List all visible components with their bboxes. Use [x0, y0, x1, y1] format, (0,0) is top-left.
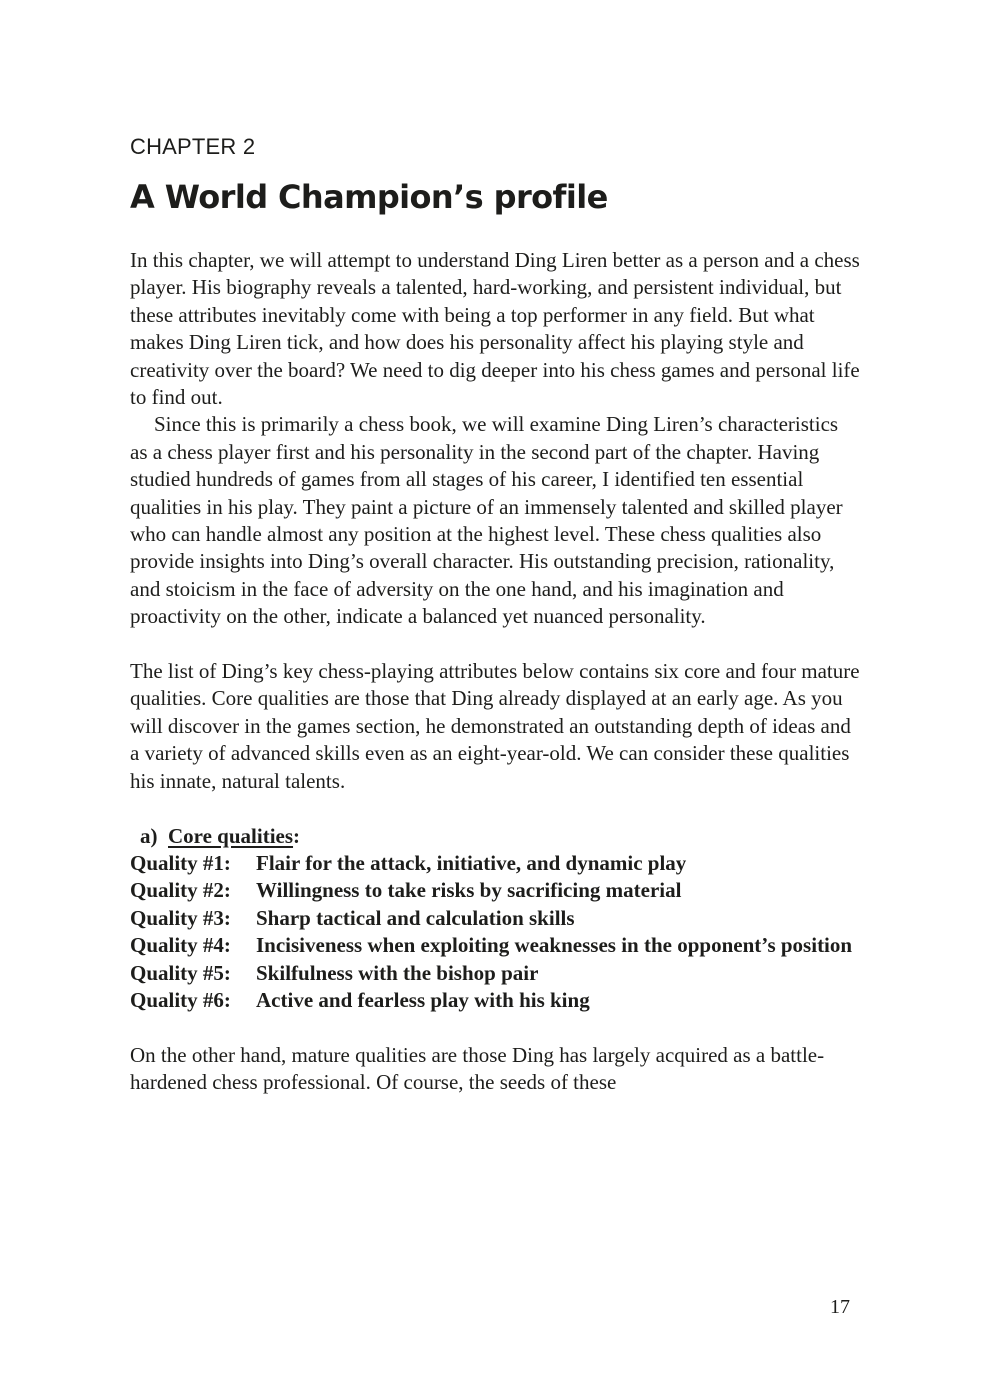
quality-item — [130, 850, 860, 877]
quality-number: Quality #5: — [130, 960, 231, 985]
quality-number: Quality #1: — [130, 850, 231, 875]
page-number: 17 — [830, 1296, 850, 1318]
quality-item — [130, 960, 860, 987]
quality-item — [130, 905, 860, 932]
book-page — [130, 0, 860, 1383]
quality-item — [130, 877, 860, 904]
paragraph-mature-qualities: On the other hand, mature qualities are those Ding has largely acquired as a battle-hardened chess professional. Of course, the seeds of these — [130, 1042, 825, 1095]
core-qualities-title: Core qualities — [168, 823, 294, 848]
quality-text: Flair for the attack, initiative, and dynamic play — [256, 850, 687, 875]
paragraph-spacer — [130, 631, 860, 658]
quality-item — [130, 987, 860, 1014]
paragraph-spacer — [130, 795, 860, 822]
paragraph-attributes-list: The list of Ding’s key chess-playing attributes below contains six core and four mature qualities. Core qualities are those that Ding already displayed at an early age. As you will discover in the games section, he demonstrated an outstanding depth of ideas and a variety of advanced skills even as an eight-year-old. We can consider these qualities his innate, natural talents. — [130, 659, 860, 793]
core-qualities-list — [130, 850, 860, 1014]
chapter-label: CHAPTER 2 — [130, 134, 256, 159]
quality-text: Willingness to take risks by sacrificing material — [256, 878, 682, 903]
chapter-title: A World Champion’s profile — [130, 178, 608, 216]
quality-item — [130, 932, 860, 959]
quality-text: Skilfulness with the bishop pair — [256, 960, 539, 985]
quality-text: Active and fearless play with his king — [256, 987, 590, 1012]
core-qualities-colon: : — [293, 823, 301, 848]
quality-number: Quality #2: — [130, 878, 231, 903]
quality-number: Quality #3: — [130, 905, 231, 930]
core-qualities-heading — [130, 823, 860, 850]
quality-number: Quality #4: — [130, 933, 231, 958]
body-text — [130, 247, 860, 1097]
quality-text: Sharp tactical and calculation skills — [256, 905, 575, 930]
core-qualities-marker: a) — [140, 823, 158, 848]
paragraph-spacer — [130, 1014, 860, 1041]
quality-text: Incisiveness when exploiting weaknesses in the opponent’s position — [256, 933, 853, 958]
paragraph-chess-qualities: Since this is primarily a chess book, we will examine Ding Liren’s characteristics as a chess player first and his personality in the second part of the chapter. Having studied hundreds of games from all stages of his career, I identified ten essential qualities in his play. They paint a picture of an immensely talented and skilled player who can handle almost any position at the highest level. These chess qualities also provide insights into Ding’s overall character. His outstanding precision, rationality, and stoicism in the face of adversity on the one hand, and his imagination and proactivity on the other, indicate a balanced yet nuanced personality. — [130, 412, 843, 629]
paragraph-intro: In this chapter, we will attempt to understand Ding Liren better as a person and a chess player. His biography reveals a talented, hard-working, and persistent individual, but these attributes inevitably come with being a top performer in any field. But what makes Ding Liren tick, and how does his personality affect his playing style and creativity over the board? We need to dig deeper into his chess games and personal life to find out. — [130, 248, 860, 410]
quality-number: Quality #6: — [130, 987, 231, 1012]
